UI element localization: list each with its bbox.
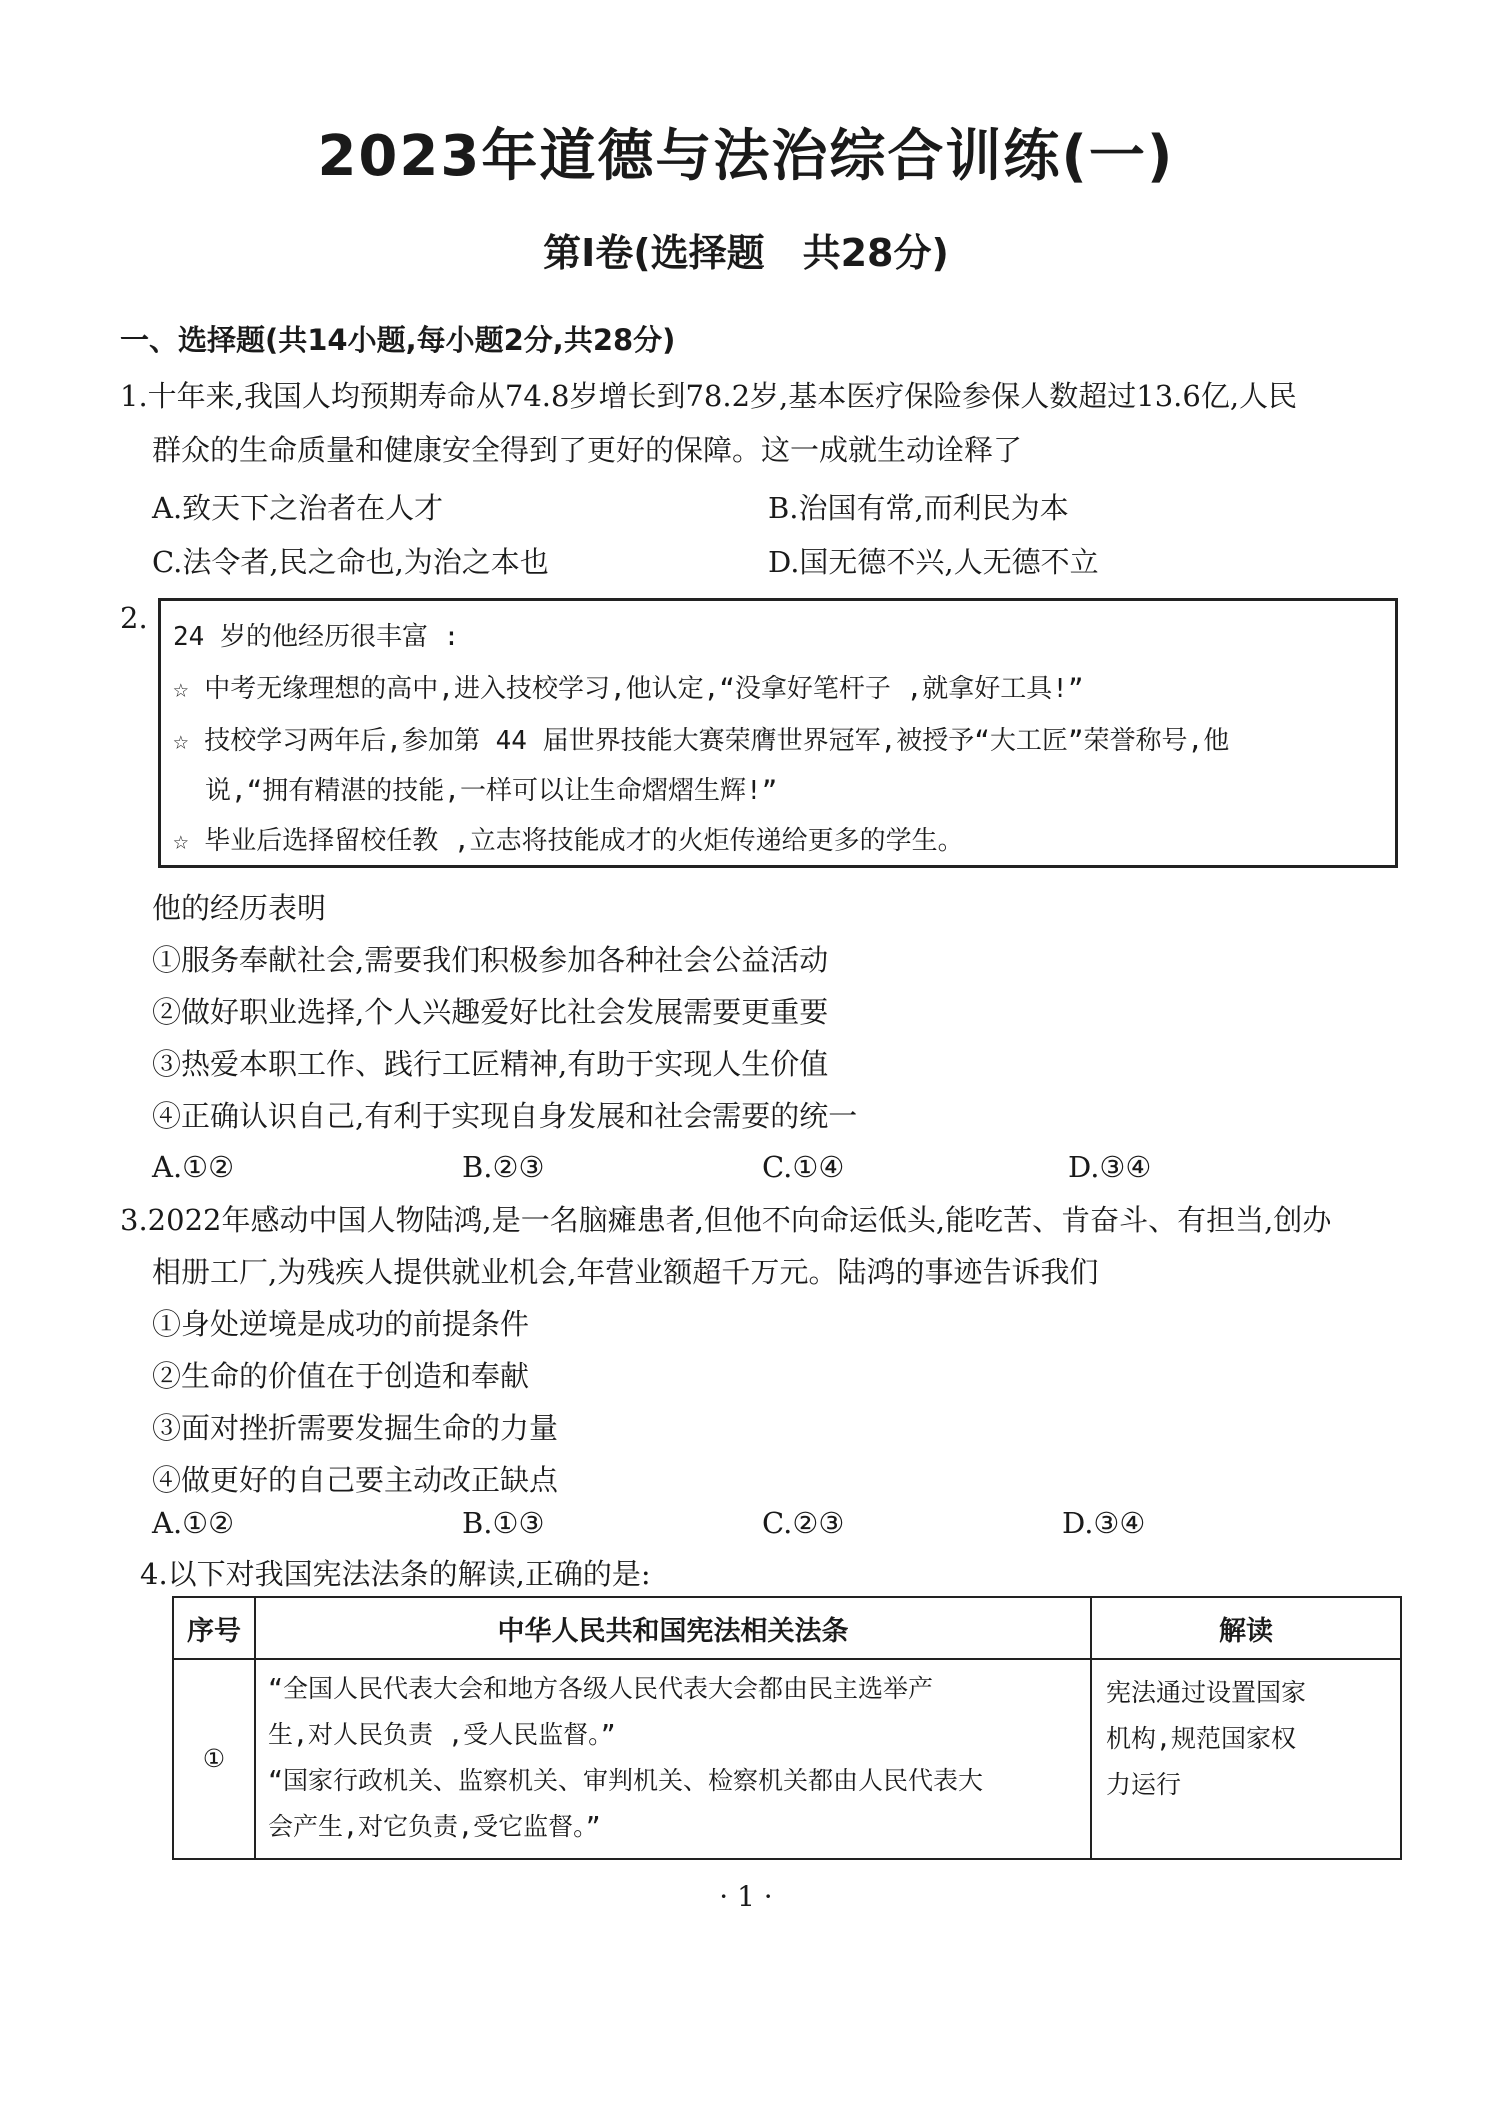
header-number: 序号 xyxy=(173,1597,255,1659)
q3-option-d[interactable]: D.③④ xyxy=(1062,1506,1146,1540)
row-number: ① xyxy=(173,1659,255,1859)
q2-item1: ①服务奉献社会,需要我们积极参加各种社会公益活动 xyxy=(152,943,829,977)
q2-material-box xyxy=(158,598,1398,868)
q1-option-b[interactable]: B.治国有常,而利民为本 xyxy=(768,491,1069,525)
q3-item1: ①身处逆境是成功的前提条件 xyxy=(152,1307,530,1341)
section-heading: 一、选择题(共14小题,每小题2分,共28分) xyxy=(120,323,676,357)
page-number: · 1 · xyxy=(719,1880,773,1913)
q2-option-a[interactable]: A.①② xyxy=(152,1150,235,1184)
q1-stem-line1: 1.十年来,我国人均预期寿命从74.8岁增长到78.2岁,基本医疗保险参保人数超过13.6亿,人民 xyxy=(120,379,1298,413)
q2-option-b[interactable]: B.②③ xyxy=(462,1150,545,1184)
q3-option-b[interactable]: B.①③ xyxy=(462,1506,545,1540)
q2-lead: 他的经历表明 xyxy=(152,891,327,925)
interp-line2: 机构,规范国家权 xyxy=(1106,1724,1297,1753)
q2-box-line4: 说,“拥有精湛的技能,一样可以让生命熠熠生辉!” xyxy=(205,776,778,806)
header-law: 中华人民共和国宪法相关法条 xyxy=(255,1597,1091,1659)
law-line2: 生,对人民负责 ,受人民监督。” xyxy=(268,1720,616,1749)
q3-item4: ④做更好的自己要主动改正缺点 xyxy=(152,1463,559,1497)
interp-line1: 宪法通过设置国家 xyxy=(1106,1678,1307,1707)
q4-stem: 4.以下对我国宪法法条的解读,正确的是: xyxy=(140,1557,651,1591)
section-subtitle: 第Ⅰ卷(选择题 共28分) xyxy=(543,231,949,275)
q2-item4: ④正确认识自己,有利于实现自身发展和社会需要的统一 xyxy=(152,1099,858,1133)
q3-option-c[interactable]: C.②③ xyxy=(762,1506,845,1540)
q2-box-line2: ☆ 中考无缘理想的高中,进入技校学习,他认定,“没拿好笔杆子 ,就拿好工具!” xyxy=(173,674,1084,704)
q3-item2: ②生命的价值在于创造和奉献 xyxy=(152,1359,530,1393)
q1-option-a[interactable]: A.致天下之治者在人才 xyxy=(152,491,444,525)
row-interpretation xyxy=(1091,1659,1401,1859)
q3-stem-line1: 3.2022年感动中国人物陆鸿,是一名脑瘫患者,但他不向命运低头,能吃苦、肯奋斗、有担当,创办 xyxy=(120,1203,1332,1237)
law-line4: 会产生,对它负责,受它监督。” xyxy=(268,1812,601,1841)
q2-item3: ③热爱本职工作、践行工匠精神,有助于实现人生价值 xyxy=(152,1047,829,1081)
q2-box-line1: 24 岁的他经历很丰富 : xyxy=(173,622,460,652)
q2-option-d[interactable]: D.③④ xyxy=(1068,1150,1152,1184)
q1-option-c[interactable]: C.法令者,民之命也,为治之本也 xyxy=(152,545,549,579)
page-title: 2023年道德与法治综合训练(一) xyxy=(317,124,1175,189)
interp-line3: 力运行 xyxy=(1106,1770,1182,1799)
table-row xyxy=(173,1659,1401,1859)
q1-stem-line2: 群众的生命质量和健康安全得到了更好的保障。这一成就生动诠释了 xyxy=(152,433,1023,467)
q1-option-d[interactable]: D.国无德不兴,人无德不立 xyxy=(768,545,1099,579)
constitution-table xyxy=(172,1596,1402,1860)
q2-box-line5: ☆ 毕业后选择留校任教 ,立志将技能成才的火炬传递给更多的学生。 xyxy=(173,826,964,856)
q2-box-line3: ☆ 技校学习两年后,参加第 44 届世界技能大赛荣膺世界冠军,被授予“大工匠”荣誉称号,他 xyxy=(173,726,1230,756)
law-line3: “国家行政机关、监察机关、审判机关、检察机关都由人民代表大 xyxy=(268,1766,984,1795)
header-interpretation: 解读 xyxy=(1091,1597,1401,1659)
q2-number: 2. xyxy=(120,601,148,635)
q3-stem-line2: 相册工厂,为残疾人提供就业机会,年营业额超千万元。陆鸿的事迹告诉我们 xyxy=(152,1255,1099,1289)
row-law-text xyxy=(255,1659,1091,1859)
q3-item3: ③面对挫折需要发掘生命的力量 xyxy=(152,1411,559,1445)
q2-item2: ②做好职业选择,个人兴趣爱好比社会发展需要更重要 xyxy=(152,995,829,1029)
table-header-row xyxy=(173,1597,1401,1659)
law-line1: “全国人民代表大会和地方各级人民代表大会都由民主选举产 xyxy=(268,1674,934,1703)
q2-option-c[interactable]: C.①④ xyxy=(762,1150,845,1184)
q3-option-a[interactable]: A.①② xyxy=(152,1506,235,1540)
